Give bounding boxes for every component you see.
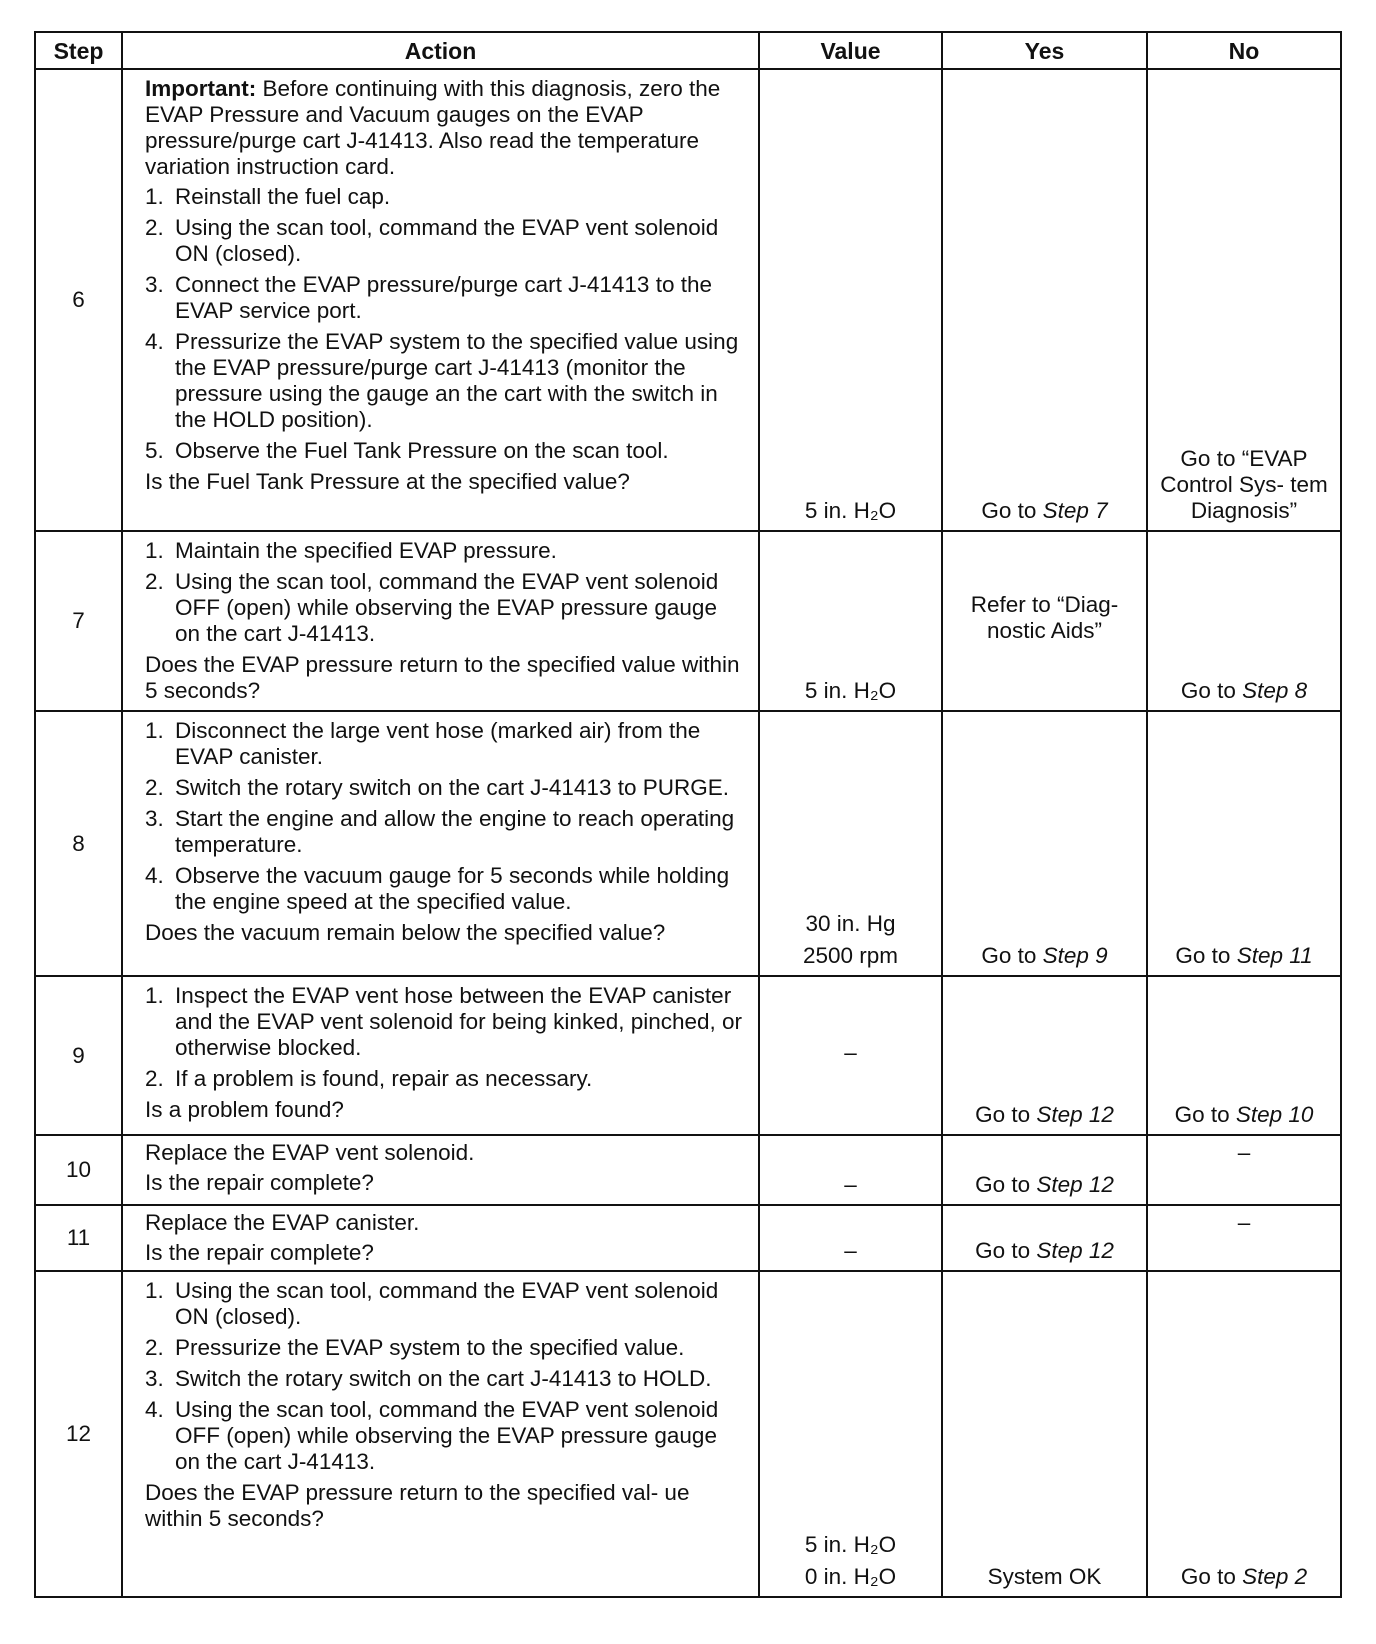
step-question: Is the repair complete?	[145, 1170, 374, 1195]
value-line: 5 in. H₂O	[804, 498, 897, 523]
table-row	[35, 976, 1341, 1135]
no-cell	[1147, 69, 1341, 531]
action-line: Replace the EVAP canister.	[145, 1210, 420, 1235]
item-number: 2.	[145, 1066, 164, 1091]
header-action: Action	[122, 32, 759, 69]
no-prefix: Go to	[1180, 1564, 1243, 1589]
item-number: 2.	[145, 1335, 164, 1360]
yes-step-ref: Step 12	[1036, 1102, 1114, 1127]
header-value: Value	[759, 32, 942, 69]
no-step-ref: Step 2	[1242, 1564, 1308, 1589]
step-number: 7	[35, 531, 122, 711]
step-number: 11	[35, 1205, 122, 1271]
yes-cell	[942, 531, 1147, 711]
action-cell	[122, 1271, 759, 1597]
table-row	[35, 1271, 1341, 1597]
list-item	[145, 329, 748, 433]
no-text: –	[1237, 1210, 1251, 1235]
action-cell	[122, 976, 759, 1135]
step-number: 12	[35, 1271, 122, 1597]
value-line: 5 in. H₂O	[804, 1532, 897, 1557]
step-number: 10	[35, 1135, 122, 1205]
item-text: Using the scan tool, command the EVAP vent solenoid ON (closed).	[175, 1278, 719, 1329]
yes-step-ref: Step 9	[1042, 943, 1108, 968]
item-text: Switch the rotary switch on the cart J-41413 to HOLD.	[175, 1366, 712, 1391]
no-cell	[1147, 1135, 1341, 1205]
item-number: 3.	[145, 806, 164, 831]
item-text: Reinstall the fuel cap.	[175, 184, 391, 209]
item-number: 3.	[145, 1366, 164, 1391]
table-row	[35, 1135, 1341, 1205]
item-text: Switch the rotary switch on the cart J-41413 to PURGE.	[175, 775, 729, 800]
item-text: Observe the Fuel Tank Pressure on the scan tool.	[175, 438, 669, 463]
table-row	[35, 1205, 1341, 1271]
item-number: 3.	[145, 272, 164, 297]
list-item	[145, 538, 748, 564]
value-line: –	[844, 1238, 857, 1263]
item-text: Connect the EVAP pressure/purge cart J-41413 to the EVAP service port.	[175, 272, 712, 323]
action-line: Replace the EVAP vent solenoid.	[145, 1140, 475, 1165]
step-question: Does the EVAP pressure return to the specified value within 5 seconds?	[145, 652, 740, 703]
action-cell	[122, 531, 759, 711]
important-note	[145, 76, 748, 180]
no-cell	[1147, 1271, 1341, 1597]
yes-cell	[942, 1205, 1147, 1271]
important-text: Before continuing with this diagnosis, zero the EVAP Pressure and Vacuum gauges on the EVAP pressure/purge cart J-41413. Also read the temperature variation instruction card.	[145, 76, 721, 179]
step-question: Is the repair complete?	[145, 1240, 374, 1265]
item-number: 2.	[145, 569, 164, 594]
value-cell	[759, 1271, 942, 1597]
yes-prefix: Go to	[975, 1172, 1037, 1197]
yes-cell	[942, 976, 1147, 1135]
header-no: No	[1147, 32, 1341, 69]
value-cell	[759, 1135, 942, 1205]
list-item	[145, 1278, 748, 1330]
action-cell	[122, 1205, 759, 1271]
header-yes: Yes	[942, 32, 1147, 69]
value-cell	[759, 69, 942, 531]
no-text: Go to “EVAP Control Sys- tem Diagnosis”	[1160, 446, 1328, 523]
list-item	[145, 569, 748, 647]
value-cell	[759, 711, 942, 976]
no-step-ref: Step 11	[1236, 943, 1313, 968]
item-number: 1.	[145, 538, 164, 563]
table-row	[35, 711, 1341, 976]
list-item	[145, 1366, 748, 1392]
header-step: Step	[35, 32, 122, 69]
yes-cell	[942, 1271, 1147, 1597]
item-text: Pressurize the EVAP system to the specified value using the EVAP pressure/purge cart J-41413 (monitor the pressure using the gauge an the cart with the switch in the HOLD position).	[175, 329, 739, 432]
no-step-ref: Step 8	[1242, 678, 1308, 703]
item-number: 1.	[145, 718, 164, 743]
item-text: Using the scan tool, command the EVAP vent solenoid OFF (open) while observing the EVAP pressure gauge on the cart J-41413.	[175, 569, 719, 646]
value-line: 30 in. Hg	[805, 911, 896, 936]
list-item	[145, 863, 748, 915]
item-number: 1.	[145, 983, 164, 1008]
item-text: Inspect the EVAP vent hose between the EVAP canister and the EVAP vent solenoid for being kinked, pinched, or otherwise blocked.	[175, 983, 743, 1060]
step-number: 8	[35, 711, 122, 976]
no-cell	[1147, 711, 1341, 976]
list-item	[145, 438, 748, 464]
yes-prefix: Go to	[975, 1102, 1037, 1127]
item-number: 4.	[145, 1397, 164, 1422]
step-question: Does the vacuum remain below the specified value?	[145, 920, 666, 945]
value-line: –	[844, 1039, 857, 1065]
item-number: 5.	[145, 438, 164, 463]
yes-cell	[942, 69, 1147, 531]
step-question: Does the EVAP pressure return to the specified val- ue within 5 seconds?	[145, 1480, 690, 1531]
table-row	[35, 531, 1341, 711]
yes-prefix: Go to	[975, 1238, 1037, 1263]
item-number: 1.	[145, 1278, 164, 1303]
item-text: If a problem is found, repair as necessary.	[175, 1066, 593, 1091]
item-text: Using the scan tool, command the EVAP vent solenoid OFF (open) while observing the EVAP pressure gauge on the cart J-41413.	[175, 1397, 719, 1474]
no-cell	[1147, 531, 1341, 711]
value-cell	[759, 531, 942, 711]
diagnostic-table	[34, 31, 1342, 1598]
yes-step-ref: Step 12	[1036, 1238, 1114, 1263]
item-text: Maintain the specified EVAP pressure.	[175, 538, 557, 563]
no-step-ref: Step 10	[1235, 1102, 1314, 1127]
yes-cell	[942, 711, 1147, 976]
yes-prefix: Go to	[981, 943, 1043, 968]
step-question: Is the Fuel Tank Pressure at the specified value?	[145, 469, 630, 494]
no-cell	[1147, 976, 1341, 1135]
no-prefix: Go to	[1174, 1102, 1236, 1127]
value-line: –	[844, 1172, 857, 1197]
item-text: Pressurize the EVAP system to the specified value.	[175, 1335, 685, 1360]
yes-text: System OK	[987, 1564, 1102, 1589]
no-prefix: Go to	[1175, 943, 1237, 968]
list-item	[145, 272, 748, 324]
list-item	[145, 983, 748, 1061]
item-text: Observe the vacuum gauge for 5 seconds while holding the engine speed at the specified value.	[175, 863, 730, 914]
yes-cell	[942, 1135, 1147, 1205]
table-row	[35, 69, 1341, 531]
step-number: 6	[35, 69, 122, 531]
important-label: Important:	[145, 76, 257, 101]
list-item	[145, 1335, 748, 1361]
step-question: Is a problem found?	[145, 1097, 344, 1122]
list-item	[145, 184, 748, 210]
item-text: Disconnect the large vent hose (marked air) from the EVAP canister.	[175, 718, 701, 769]
list-item	[145, 718, 748, 770]
item-text: Using the scan tool, command the EVAP vent solenoid ON (closed).	[175, 215, 719, 266]
action-cell	[122, 1135, 759, 1205]
header-row	[35, 32, 1341, 69]
yes-text: Refer to “Diag- nostic Aids”	[970, 592, 1119, 643]
item-text: Start the engine and allow the engine to reach operating temperature.	[175, 806, 735, 857]
item-number: 1.	[145, 184, 164, 209]
no-prefix: Go to	[1180, 678, 1243, 703]
item-number: 4.	[145, 329, 164, 354]
list-item	[145, 215, 748, 267]
yes-prefix: Go to	[981, 498, 1043, 523]
value-cell	[759, 976, 942, 1135]
action-cell	[122, 711, 759, 976]
value-cell	[759, 1205, 942, 1271]
item-number: 2.	[145, 215, 164, 240]
list-item	[145, 775, 748, 801]
no-cell	[1147, 1205, 1341, 1271]
yes-step-ref: Step 7	[1042, 498, 1108, 523]
value-line: 5 in. H₂O	[804, 678, 897, 703]
action-cell	[122, 69, 759, 531]
item-number: 4.	[145, 863, 164, 888]
no-text: –	[1237, 1140, 1251, 1165]
step-number: 9	[35, 976, 122, 1135]
list-item	[145, 1397, 748, 1475]
list-item	[145, 806, 748, 858]
yes-step-ref: Step 12	[1036, 1172, 1114, 1197]
item-number: 2.	[145, 775, 164, 800]
list-item	[145, 1066, 748, 1092]
value-line: 0 in. H₂O	[804, 1564, 897, 1589]
value-line: 2500 rpm	[802, 943, 899, 968]
